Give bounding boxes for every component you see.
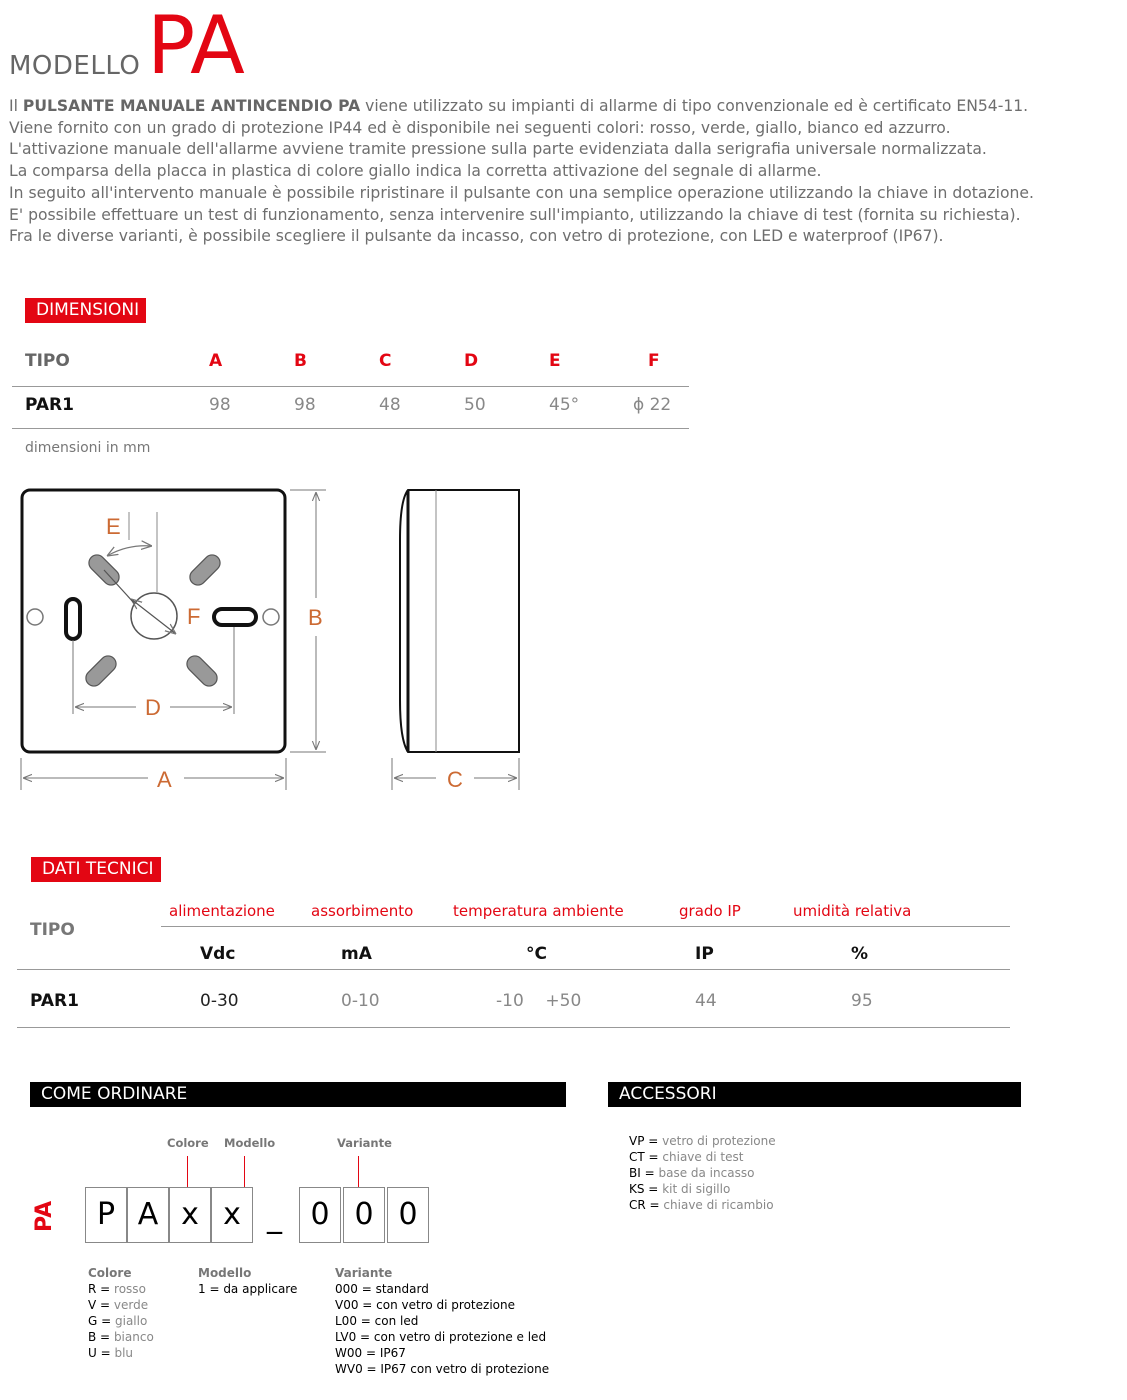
mount-hole-right [263,609,279,625]
unit-vdc: Vdc [200,944,236,964]
dati-rule-bottom [17,1027,1010,1028]
dim-value-c: 48 [379,395,401,415]
dim-rule-top [12,386,689,387]
dati-header-tipo: TIPO [30,920,75,940]
mount-hole-left [27,609,43,625]
legend-colore-item: B = bianco [88,1330,154,1344]
model-name: PA [147,0,245,92]
dim-header-tipo: TIPO [25,351,70,371]
value-grado-ip: 44 [695,991,717,1011]
order-side-label: PA [32,1200,57,1232]
code-char-7: 0 [387,1187,429,1243]
slot-horizontal [214,609,256,625]
intro-line-7: Fra le diverse varianti, è possibile scegliere il pulsante da incasso, con vetro di protezione, con LED e waterproof (IP67). [9,227,944,246]
intro-text [9,96,1119,248]
legend-variante-item: V00 = con vetro di protezione [335,1298,515,1312]
legend-colore-item: V = verde [88,1298,149,1312]
label-b: B [308,605,323,630]
value-temperatura: -10 +50 [496,991,582,1011]
legend-colore-item: G = giallo [88,1314,148,1328]
unit-ma: mA [341,944,372,964]
dim-note: dimensioni in mm [25,440,151,456]
legend-modello-item: 1 = da applicare [198,1282,298,1296]
legend-variante-item: WV0 = IP67 con vetro di protezione [335,1362,550,1376]
accessori-item: KS = kit di sigillo [629,1182,731,1196]
unit-celsius: °C [526,944,547,964]
leader-variante [358,1156,359,1187]
value-umidita: 95 [851,991,873,1011]
legend-modello-title: Modello [198,1266,252,1280]
center-hole [131,593,177,639]
code-char-5: 0 [299,1187,341,1243]
title-modello: MODELLO [9,51,141,81]
legend-variante-item: 000 = standard [335,1282,429,1296]
legend-modello [198,1265,297,1297]
accessori-list [629,1133,776,1213]
dim-header-c: C [379,351,392,371]
intro-line-1: Il PULSANTE MANUALE ANTINCENDIO PA viene utilizzato su impianti di allarme di tipo convenzionale ed è certificato EN54-11. [9,97,1029,115]
accessori-item: VP = vetro di protezione [629,1134,776,1148]
accessori-item: CT = chiave di test [629,1150,744,1164]
param-temperatura: temperatura ambiente [453,902,624,920]
code-char-6: 0 [343,1187,385,1243]
section-dimensioni: DIMENSIONI [25,298,146,323]
label-a: A [157,767,172,792]
dim-header-e: E [549,351,561,371]
dati-rule-params [161,926,1010,927]
callout-variante: Variante [337,1136,392,1150]
accessori-item: CR = chiave di ricambio [629,1198,774,1212]
legend-variante-title: Variante [335,1266,393,1280]
intro-line-3: L'attivazione manuale dell'allarme avviene tramite pressione sulla parte evidenziata dalla serigrafia universale normalizzata. [9,140,987,159]
callout-modello: Modello [224,1136,276,1150]
dim-value-d: 50 [464,395,486,415]
side-view-body [400,490,519,752]
label-c: C [447,767,463,792]
dim-header-f: F [648,351,660,371]
label-d: D [145,695,161,720]
intro-line-2: Viene fornito con un grado di protezione IP44 ed è disponibile nei seguenti colori: rosso, verde, giallo, bianco ed azzurro. [9,118,951,137]
legend-variante-item: W00 = IP67 [335,1346,406,1360]
code-char-4: x [211,1187,253,1243]
dim-header-d: D [464,351,479,371]
unit-percent: % [851,944,869,964]
code-separator: _ [267,1200,282,1235]
dati-row-name: PAR1 [30,991,79,1011]
leader-colore [187,1156,188,1187]
value-assorbimento: 0-10 [341,991,380,1011]
label-e: E [106,514,121,539]
section-come-ordinare: COME ORDINARE [30,1082,566,1107]
dim-row-tipo: PAR1 [25,395,74,415]
intro-line-4: La comparsa della placca in plastica di colore giallo indica la corretta attivazione del segnale di allarme. [9,162,822,181]
code-char-1: P [85,1187,127,1243]
legend-colore-title: Colore [88,1266,132,1280]
param-alimentazione: alimentazione [169,902,275,920]
callout-colore: Colore [167,1136,209,1150]
slot-vertical [66,599,80,639]
param-grado-ip: grado IP [679,902,741,920]
legend-variante-item: LV0 = con vetro di protezione e led [335,1330,547,1344]
leader-modello [244,1156,245,1187]
intro-line-6: E' possibile effettuare un test di funzionamento, senza intervenire sull'impianto, utilizzando la chiave di test (fornita su richiesta). [9,205,1021,224]
param-assorbimento: assorbimento [311,902,414,920]
section-dati-tecnici: DATI TECNICI [31,857,161,882]
dim-header-a: A [209,351,223,371]
dim-header-b: B [294,351,307,371]
dati-rule-units [17,969,1010,970]
section-accessori: ACCESSORI [608,1082,1021,1107]
legend-colore-item: R = rosso [88,1282,146,1296]
param-umidita: umidità relativa [793,902,912,920]
intro-line-5: In seguito all'intervento manuale è possibile ripristinare il pulsante con una semplice operazione utilizzando la chiave in dotazione. [9,183,1034,202]
dim-value-f: ϕ 22 [633,395,672,415]
legend-colore [88,1265,154,1361]
legend-variante-item: L00 = con led [335,1314,419,1328]
dim-value-a: 98 [209,395,231,415]
label-f: F [187,604,201,629]
legend-colore-item: U = blu [88,1346,134,1360]
value-alimentazione: 0-30 [200,991,239,1011]
unit-ip: IP [695,944,714,964]
accessori-item: BI = base da incasso [629,1166,755,1180]
dim-value-e: 45° [549,395,580,415]
dim-rule-bottom [12,428,689,429]
code-char-3: x [169,1187,211,1243]
legend-variante [335,1265,549,1377]
code-char-2: A [127,1187,169,1243]
technical-drawing [0,470,540,810]
dim-value-b: 98 [294,395,316,415]
